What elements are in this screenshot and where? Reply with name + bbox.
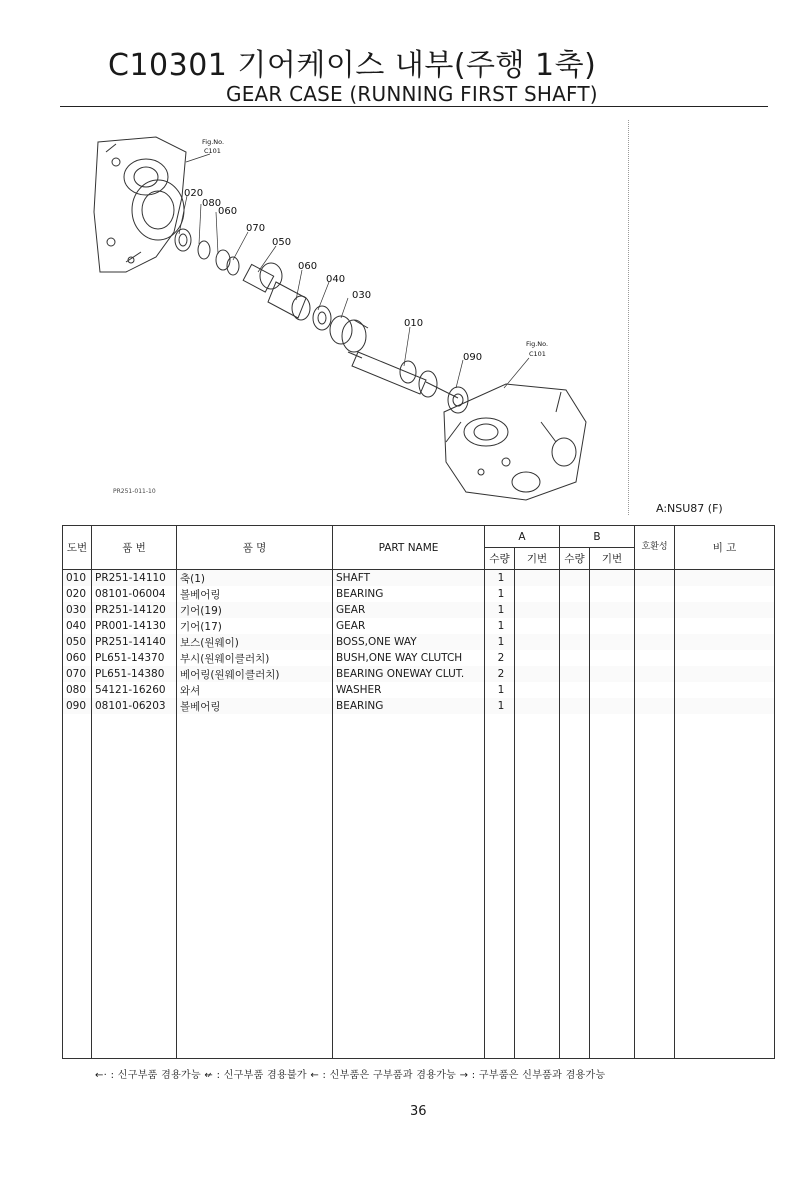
cell-name-kr: 와셔 xyxy=(177,682,333,698)
table-row xyxy=(63,682,775,698)
table-row xyxy=(63,570,775,587)
header-qty-a: 수량 xyxy=(485,548,515,570)
cell-part-no: 08101-06203 xyxy=(92,698,177,714)
cell-no: 060 xyxy=(63,650,92,666)
header-model-a: 기번 xyxy=(515,548,560,570)
cell-part-name: SHAFT xyxy=(333,570,485,587)
page-subtitle: GEAR CASE (RUNNING FIRST SHAFT) xyxy=(226,82,598,106)
cell-no: 050 xyxy=(63,634,92,650)
header-qty-b: 수량 xyxy=(560,548,590,570)
header-group-a: A xyxy=(485,526,560,548)
cell-qty-a: 1 xyxy=(485,602,515,618)
cell-part-no: PR251-14140 xyxy=(92,634,177,650)
cell-name-kr: 보스(원웨이) xyxy=(177,634,333,650)
callout-020: 020 xyxy=(184,188,204,199)
cell-no: 040 xyxy=(63,618,92,634)
table-row xyxy=(63,650,775,666)
cell-name-kr: 베어링(원웨이클러치) xyxy=(177,666,333,682)
cell-qty-a: 1 xyxy=(485,618,515,634)
callout-030: 030 xyxy=(352,290,372,301)
cell-part-no: 54121-16260 xyxy=(92,682,177,698)
cell-part-name: GEAR xyxy=(333,618,485,634)
cell-qty-a: 2 xyxy=(485,666,515,682)
fig-ref-right-line2: C101 xyxy=(529,350,546,358)
title-rule xyxy=(60,106,768,107)
cell-part-no: PR001-14130 xyxy=(92,618,177,634)
callout-070: 070 xyxy=(246,223,266,234)
callout-040: 040 xyxy=(326,274,346,285)
cell-part-no: 08101-06004 xyxy=(92,586,177,602)
drawing-id: PR251-011-10 xyxy=(113,488,156,495)
header-name-kr: 품 명 xyxy=(177,526,333,570)
cell-no: 030 xyxy=(63,602,92,618)
cell-no: 020 xyxy=(63,586,92,602)
callout-050: 050 xyxy=(272,237,292,248)
page-number: 36 xyxy=(410,1104,427,1119)
callout-060: 060 xyxy=(218,206,238,217)
cell-qty-a: 1 xyxy=(485,682,515,698)
cell-part-name: BEARING ONEWAY CLUT. xyxy=(333,666,485,682)
table-blank-area xyxy=(63,714,775,1059)
header-remarks: 비 고 xyxy=(675,526,775,570)
cell-part-no: PL651-14380 xyxy=(92,666,177,682)
cell-no: 090 xyxy=(63,698,92,714)
callout-090: 090 xyxy=(463,352,483,363)
fig-ref-top-line2: C101 xyxy=(204,147,221,155)
cell-part-name: BEARING xyxy=(333,586,485,602)
cell-part-name: BUSH,ONE WAY CLUTCH xyxy=(333,650,485,666)
cell-no: 010 xyxy=(63,570,92,587)
table-row xyxy=(63,618,775,634)
table-row xyxy=(63,666,775,682)
header-part-no: 품 번 xyxy=(92,526,177,570)
header-part-name: PART NAME xyxy=(333,526,485,570)
page-title: C10301 기어케이스 내부(주행 1축) xyxy=(108,48,597,83)
cell-qty-a: 1 xyxy=(485,570,515,587)
cell-part-no: PL651-14370 xyxy=(92,650,177,666)
table-row xyxy=(63,698,775,714)
table-row xyxy=(63,586,775,602)
header-compat: 호환성 xyxy=(635,526,675,570)
callout-060: 060 xyxy=(298,261,318,272)
cell-name-kr: 기어(17) xyxy=(177,618,333,634)
model-code: A:NSU87 (F) xyxy=(656,502,723,515)
cell-part-name: BEARING xyxy=(333,698,485,714)
gear-case-housing-right xyxy=(444,384,586,500)
header-no: 도번 xyxy=(63,526,92,570)
shaft-assembly xyxy=(175,229,468,413)
cell-qty-a: 1 xyxy=(485,586,515,602)
cell-qty-a: 2 xyxy=(485,650,515,666)
cell-name-kr: 볼베어링 xyxy=(177,586,333,602)
cell-part-name: WASHER xyxy=(333,682,485,698)
callout-010: 010 xyxy=(404,318,424,329)
cell-part-name: GEAR xyxy=(333,602,485,618)
parts-table xyxy=(62,525,775,1059)
cell-name-kr: 볼베어링 xyxy=(177,698,333,714)
table-row xyxy=(63,602,775,618)
fig-ref-right-line1: Fig.No. xyxy=(526,340,549,348)
gear-case-housing-left xyxy=(94,137,186,272)
cell-part-no: PR251-14120 xyxy=(92,602,177,618)
cell-name-kr: 축(1) xyxy=(177,570,333,587)
cell-qty-a: 1 xyxy=(485,698,515,714)
compatibility-legend: ←· : 신구부품 겸용가능 ↚ : 신구부품 겸용불가 ← : 신부품은 구부품과 겸용가능 → : 구부품은 신부품과 겸용가능 xyxy=(95,1070,606,1081)
cell-part-no: PR251-14110 xyxy=(92,570,177,587)
header-group-b: B xyxy=(560,526,635,548)
fig-ref-top-line1: Fig.No. xyxy=(202,138,225,146)
cell-part-name: BOSS,ONE WAY xyxy=(333,634,485,650)
cell-qty-a: 1 xyxy=(485,634,515,650)
exploded-diagram xyxy=(86,122,631,502)
cell-no: 080 xyxy=(63,682,92,698)
header-model-b: 기번 xyxy=(590,548,635,570)
table-header-row xyxy=(63,526,775,548)
cell-no: 070 xyxy=(63,666,92,682)
cell-name-kr: 기어(19) xyxy=(177,602,333,618)
callout-080: 080 xyxy=(202,198,222,209)
cell-name-kr: 부시(원웨이클러치) xyxy=(177,650,333,666)
table-row xyxy=(63,634,775,650)
